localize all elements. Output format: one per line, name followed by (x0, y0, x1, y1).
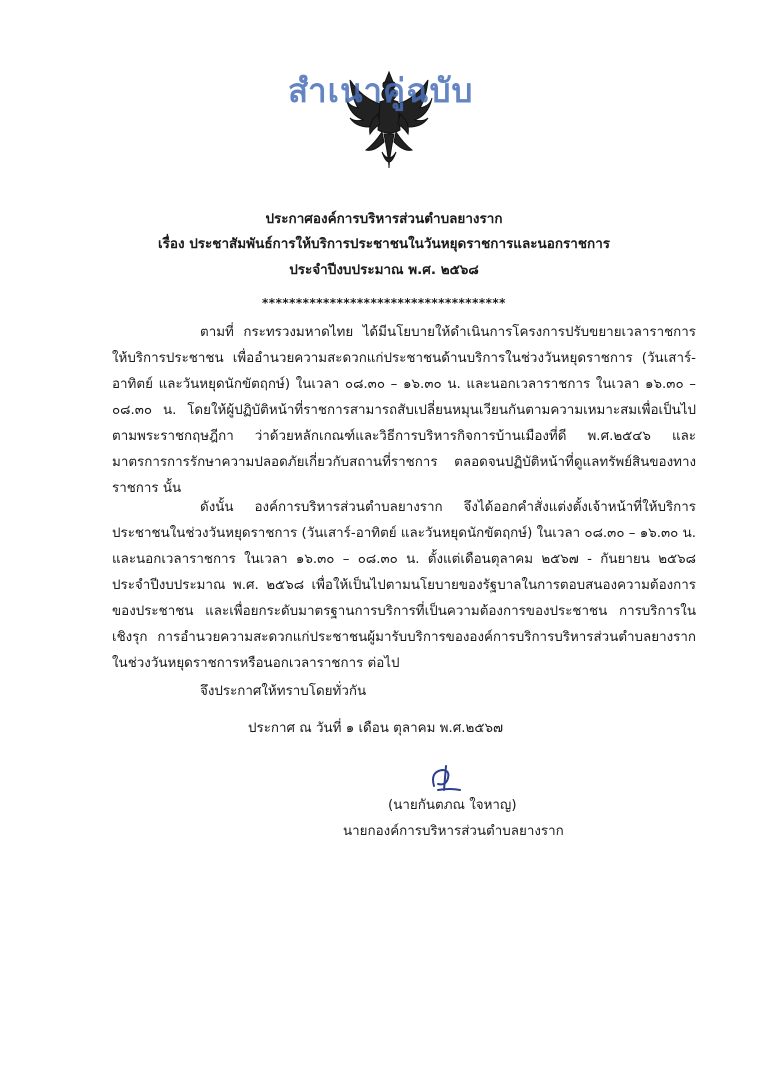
announcement-title: ประกาศองค์การบริหารส่วนตำบลยางราก (265, 211, 503, 227)
copy-stamp: สำเนาคู่ฉบับ (288, 71, 474, 110)
signer-position: นายกองค์การบริหารส่วนตำบลยางราก (343, 824, 564, 839)
closing-announcement: จึงประกาศให้ทราบโดยทั่วกัน (200, 684, 367, 699)
announcement-date: ประกาศ ณ วันที่ ๑ เดือน ตุลาคม พ.ศ.๒๕๖๗ (248, 721, 504, 736)
separator-line: ************************************ (262, 296, 506, 310)
signer-name: (นายกันตภณ ใจหาญ) (388, 798, 517, 813)
fiscal-year-line: ประจำปีงบประมาณ พ.ศ. ๒๕๖๘ (289, 262, 479, 278)
announcement-subject: เรื่อง ประชาสัมพันธ์การให้บริการประชาชนในวันหยุดราชการและนอกราชการ (157, 236, 611, 252)
body-paragraph-2: ดังนั้น องค์การบริหารส่วนตำบลยางราก จึงได้ออกคำสั่งแต่งตั้งเจ้าหน้าที่ให้บริการประชาชนในช่วงวันหยุดราชการ (วันเสาร์-อาทิตย์ และวันหยุดนักขัตฤกษ์) ในเวลา ๐๘.๓๐ – ๑๖.๓๐ น. และนอกเวลาราชการ ในเวลา ๑๖.๓๐ – ๐๘.๓๐ น. ตั้งแต่เดือนตุลาคม ๒๕๖๗ - กันยายน ๒๕๖๘ ประจำปีงบประมาณ พ.ศ. ๒๕๖๘ เพื่อให้เป็นไปตามนโยบายของรัฐบาลในการตอบสนองความต้องการของประชาชน และเพื่อยกระดับมาตรฐานการบริการที่เป็นความต้องการของประชาชน การบริการในเชิงรุก การอำนวยความสะดวกแก่ประชาชนผู้มารับบริการขององค์การบริการบริหารส่วนตำบลยางราก ในช่วงวันหยุดราชการหรือนอกเวลาราชการ ต่อไป (112, 500, 696, 671)
body-paragraph-1: ตามที่ กระทรวงมหาดไทย ได้มีนโยบายให้ดำเนินการโครงการปรับขยายเวลาราชการให้บริการประชาชน เพื่ออำนวยความสะดวกแก่ประชาชนด้านบริการในช่วงวันหยุดราชการ (วันเสาร์-อาทิตย์ และวันหยุดนักขัตฤกษ์) ในเวลา ๐๘.๓๐ – ๑๖.๓๐ น. และนอกเวลาราชการ ในเวลา ๑๖.๓๐ – ๐๘.๓๐ น. โดยให้ผู้ปฏิบัติหน้าที่ราชการสามารถสับเปลี่ยนหมุนเวียนกันตามความเหมาะสมเพื่อเป็นไปตามพระราชกฤษฎีกา ว่าด้วยหลักเกณฑ์และวิธีการบริหารกิจการบ้านเมืองที่ดี พ.ศ.๒๕๔๖ และมาตรการการรักษาความปลอดภัยเกี่ยวกับสถานที่ราชการ ตลอดจนปฏิบัติหน้าที่ดูแลทรัพย์สินของทางราชการ นั้น (112, 325, 696, 496)
handwritten-signature (420, 762, 472, 796)
